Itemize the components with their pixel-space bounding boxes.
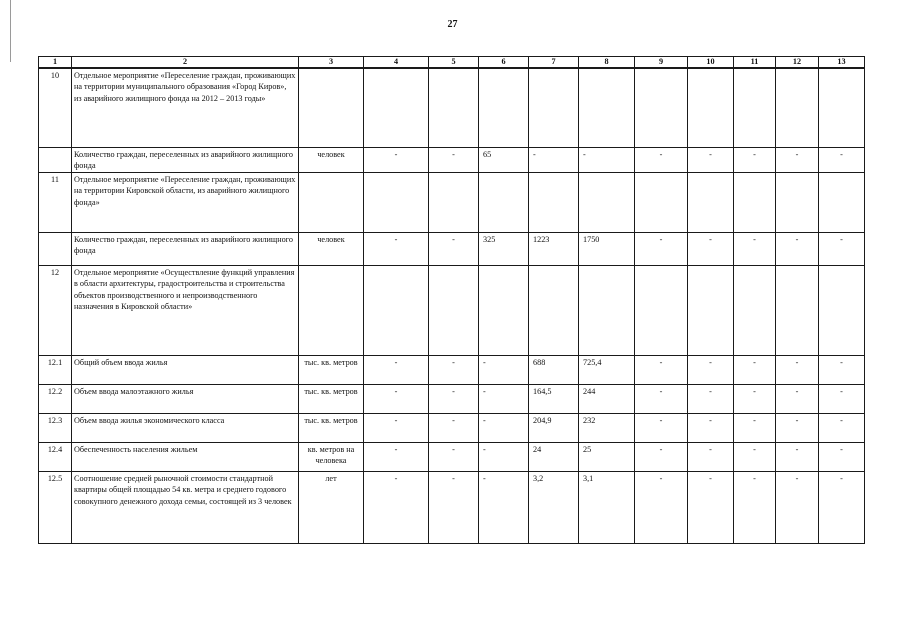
value-cell-col-12: - bbox=[776, 414, 819, 443]
column-header-12: 12 bbox=[776, 57, 819, 69]
indicator-name-cell: Количество граждан, переселенных из аварийного жилищного фонда bbox=[72, 233, 299, 266]
value-cell-col-7: 164,5 bbox=[529, 385, 579, 414]
value-cell-col-10 bbox=[688, 266, 734, 356]
column-header-11: 11 bbox=[734, 57, 776, 69]
row-number-cell: 12.1 bbox=[39, 356, 72, 385]
indicator-name-cell: Общий объем ввода жилья bbox=[72, 356, 299, 385]
value-cell-col-13: - bbox=[819, 147, 865, 173]
table-header-row bbox=[39, 57, 865, 69]
indicator-name-cell: Соотношение средней рыночной стоимости стандартной квартиры общей площадью 54 кв. метра и среднего годового совокупного денежного дохода семьи, состоящей из 3 человек bbox=[72, 472, 299, 544]
value-cell-col-10: - bbox=[688, 443, 734, 472]
value-cell-col-9 bbox=[635, 68, 688, 147]
unit-cell bbox=[299, 266, 364, 356]
row-number-cell: 10 bbox=[39, 68, 72, 147]
value-cell-col-9 bbox=[635, 266, 688, 356]
unit-cell: тыс. кв. метров bbox=[299, 356, 364, 385]
value-cell-col-7 bbox=[529, 266, 579, 356]
value-cell-col-4: - bbox=[364, 356, 429, 385]
value-cell-col-5: - bbox=[429, 356, 479, 385]
value-cell-col-8: 725,4 bbox=[579, 356, 635, 385]
value-cell-col-11 bbox=[734, 173, 776, 233]
value-cell-col-6: 325 bbox=[479, 233, 529, 266]
value-cell-col-9: - bbox=[635, 356, 688, 385]
value-cell-col-8: 244 bbox=[579, 385, 635, 414]
value-cell-col-11: - bbox=[734, 443, 776, 472]
column-header-1: 1 bbox=[39, 57, 72, 69]
row-number-cell: 12.5 bbox=[39, 472, 72, 544]
unit-cell: человек bbox=[299, 147, 364, 173]
row-number-cell: 11 bbox=[39, 173, 72, 233]
value-cell-col-6: - bbox=[479, 472, 529, 544]
value-cell-col-4: - bbox=[364, 472, 429, 544]
value-cell-col-7: 24 bbox=[529, 443, 579, 472]
value-cell-col-11: - bbox=[734, 385, 776, 414]
unit-cell: человек bbox=[299, 233, 364, 266]
value-cell-col-8 bbox=[579, 173, 635, 233]
value-cell-col-13 bbox=[819, 173, 865, 233]
column-header-7: 7 bbox=[529, 57, 579, 69]
value-cell-col-6: - bbox=[479, 385, 529, 414]
value-cell-col-7: 688 bbox=[529, 356, 579, 385]
value-cell-col-9: - bbox=[635, 472, 688, 544]
value-cell-col-9: - bbox=[635, 385, 688, 414]
value-cell-col-13 bbox=[819, 68, 865, 147]
table-row bbox=[39, 147, 865, 173]
column-header-10: 10 bbox=[688, 57, 734, 69]
value-cell-col-8: 25 bbox=[579, 443, 635, 472]
table-row bbox=[39, 414, 865, 443]
value-cell-col-13: - bbox=[819, 414, 865, 443]
value-cell-col-12: - bbox=[776, 233, 819, 266]
value-cell-col-9: - bbox=[635, 443, 688, 472]
value-cell-col-5: - bbox=[429, 472, 479, 544]
unit-cell: тыс. кв. метров bbox=[299, 385, 364, 414]
value-cell-col-13: - bbox=[819, 233, 865, 266]
value-cell-col-12: - bbox=[776, 385, 819, 414]
column-header-3: 3 bbox=[299, 57, 364, 69]
column-header-6: 6 bbox=[479, 57, 529, 69]
value-cell-col-5: - bbox=[429, 233, 479, 266]
value-cell-col-10: - bbox=[688, 472, 734, 544]
value-cell-col-5: - bbox=[429, 414, 479, 443]
value-cell-col-13: - bbox=[819, 356, 865, 385]
value-cell-col-10: - bbox=[688, 147, 734, 173]
scan-edge-line bbox=[10, 0, 11, 62]
value-cell-col-6: - bbox=[479, 414, 529, 443]
value-cell-col-11 bbox=[734, 266, 776, 356]
value-cell-col-7: - bbox=[529, 147, 579, 173]
row-number-cell bbox=[39, 233, 72, 266]
value-cell-col-11 bbox=[734, 68, 776, 147]
value-cell-col-6: - bbox=[479, 356, 529, 385]
row-number-cell: 12 bbox=[39, 266, 72, 356]
column-header-13: 13 bbox=[819, 57, 865, 69]
value-cell-col-5 bbox=[429, 173, 479, 233]
value-cell-col-11: - bbox=[734, 414, 776, 443]
value-cell-col-9: - bbox=[635, 233, 688, 266]
indicator-name-cell: Обеспеченность населения жильем bbox=[72, 443, 299, 472]
value-cell-col-12 bbox=[776, 68, 819, 147]
value-cell-col-8: 1750 bbox=[579, 233, 635, 266]
value-cell-col-12: - bbox=[776, 443, 819, 472]
indicator-name-cell: Объем ввода жилья экономического класса bbox=[72, 414, 299, 443]
value-cell-col-8: - bbox=[579, 147, 635, 173]
value-cell-col-10 bbox=[688, 173, 734, 233]
value-cell-col-6: - bbox=[479, 443, 529, 472]
value-cell-col-13: - bbox=[819, 443, 865, 472]
value-cell-col-4 bbox=[364, 266, 429, 356]
unit-cell bbox=[299, 68, 364, 147]
value-cell-col-9: - bbox=[635, 147, 688, 173]
value-cell-col-5: - bbox=[429, 147, 479, 173]
value-cell-col-13 bbox=[819, 266, 865, 356]
value-cell-col-4: - bbox=[364, 233, 429, 266]
table-row bbox=[39, 68, 865, 147]
indicator-name-cell: Количество граждан, переселенных из аварийного жилищного фонда bbox=[72, 147, 299, 173]
value-cell-col-7: 1223 bbox=[529, 233, 579, 266]
value-cell-col-7: 3,2 bbox=[529, 472, 579, 544]
value-cell-col-9: - bbox=[635, 414, 688, 443]
table-row bbox=[39, 472, 865, 544]
value-cell-col-10 bbox=[688, 68, 734, 147]
value-cell-col-4: - bbox=[364, 147, 429, 173]
data-table bbox=[38, 56, 865, 544]
value-cell-col-4: - bbox=[364, 385, 429, 414]
value-cell-col-8: 3,1 bbox=[579, 472, 635, 544]
table-row bbox=[39, 385, 865, 414]
value-cell-col-6 bbox=[479, 68, 529, 147]
table-row bbox=[39, 233, 865, 266]
value-cell-col-11: - bbox=[734, 147, 776, 173]
page-number: 27 bbox=[447, 19, 458, 30]
value-cell-col-12: - bbox=[776, 356, 819, 385]
value-cell-col-11: - bbox=[734, 233, 776, 266]
value-cell-col-4 bbox=[364, 173, 429, 233]
unit-cell bbox=[299, 173, 364, 233]
value-cell-col-12: - bbox=[776, 147, 819, 173]
value-cell-col-13: - bbox=[819, 385, 865, 414]
value-cell-col-12 bbox=[776, 173, 819, 233]
value-cell-col-7 bbox=[529, 173, 579, 233]
value-cell-col-7: 204,9 bbox=[529, 414, 579, 443]
value-cell-col-5: - bbox=[429, 385, 479, 414]
table-row bbox=[39, 173, 865, 233]
row-number-cell: 12.3 bbox=[39, 414, 72, 443]
value-cell-col-8: 232 bbox=[579, 414, 635, 443]
value-cell-col-10: - bbox=[688, 385, 734, 414]
value-cell-col-13: - bbox=[819, 472, 865, 544]
indicator-name-cell: Объем ввода малоэтажного жилья bbox=[72, 385, 299, 414]
column-header-8: 8 bbox=[579, 57, 635, 69]
unit-cell: кв. метров на человека bbox=[299, 443, 364, 472]
row-number-cell bbox=[39, 147, 72, 173]
value-cell-col-4: - bbox=[364, 443, 429, 472]
value-cell-col-7 bbox=[529, 68, 579, 147]
value-cell-col-11: - bbox=[734, 472, 776, 544]
value-cell-col-5 bbox=[429, 266, 479, 356]
column-header-4: 4 bbox=[364, 57, 429, 69]
value-cell-col-12 bbox=[776, 266, 819, 356]
column-header-9: 9 bbox=[635, 57, 688, 69]
value-cell-col-10: - bbox=[688, 233, 734, 266]
indicator-name-cell: Отдельное мероприятие «Переселение граждан, проживающих на территории Кировской области, из аварийного жилищного фонда» bbox=[72, 173, 299, 233]
value-cell-col-9 bbox=[635, 173, 688, 233]
table-row bbox=[39, 266, 865, 356]
value-cell-col-12: - bbox=[776, 472, 819, 544]
table-body bbox=[39, 68, 865, 544]
value-cell-col-5 bbox=[429, 68, 479, 147]
value-cell-col-4: - bbox=[364, 414, 429, 443]
unit-cell: лет bbox=[299, 472, 364, 544]
value-cell-col-11: - bbox=[734, 356, 776, 385]
value-cell-col-4 bbox=[364, 68, 429, 147]
column-header-5: 5 bbox=[429, 57, 479, 69]
row-number-cell: 12.4 bbox=[39, 443, 72, 472]
value-cell-col-6 bbox=[479, 266, 529, 356]
table-row bbox=[39, 356, 865, 385]
value-cell-col-5: - bbox=[429, 443, 479, 472]
value-cell-col-6 bbox=[479, 173, 529, 233]
table-row bbox=[39, 443, 865, 472]
indicator-name-cell: Отдельное мероприятие «Осуществление функций управления в области архитектуры, градостроительства и строительства объектов производственного и непроизводственного назначения в Кировской области» bbox=[72, 266, 299, 356]
row-number-cell: 12.2 bbox=[39, 385, 72, 414]
value-cell-col-10: - bbox=[688, 356, 734, 385]
value-cell-col-8 bbox=[579, 266, 635, 356]
value-cell-col-8 bbox=[579, 68, 635, 147]
value-cell-col-6: 65 bbox=[479, 147, 529, 173]
value-cell-col-10: - bbox=[688, 414, 734, 443]
unit-cell: тыс. кв. метров bbox=[299, 414, 364, 443]
column-header-2: 2 bbox=[72, 57, 299, 69]
indicator-name-cell: Отдельное мероприятие «Переселение граждан, проживающих на территории муниципального образования «Город Киров», из аварийного жилищного фонда на 2012 – 2013 годы» bbox=[72, 68, 299, 147]
